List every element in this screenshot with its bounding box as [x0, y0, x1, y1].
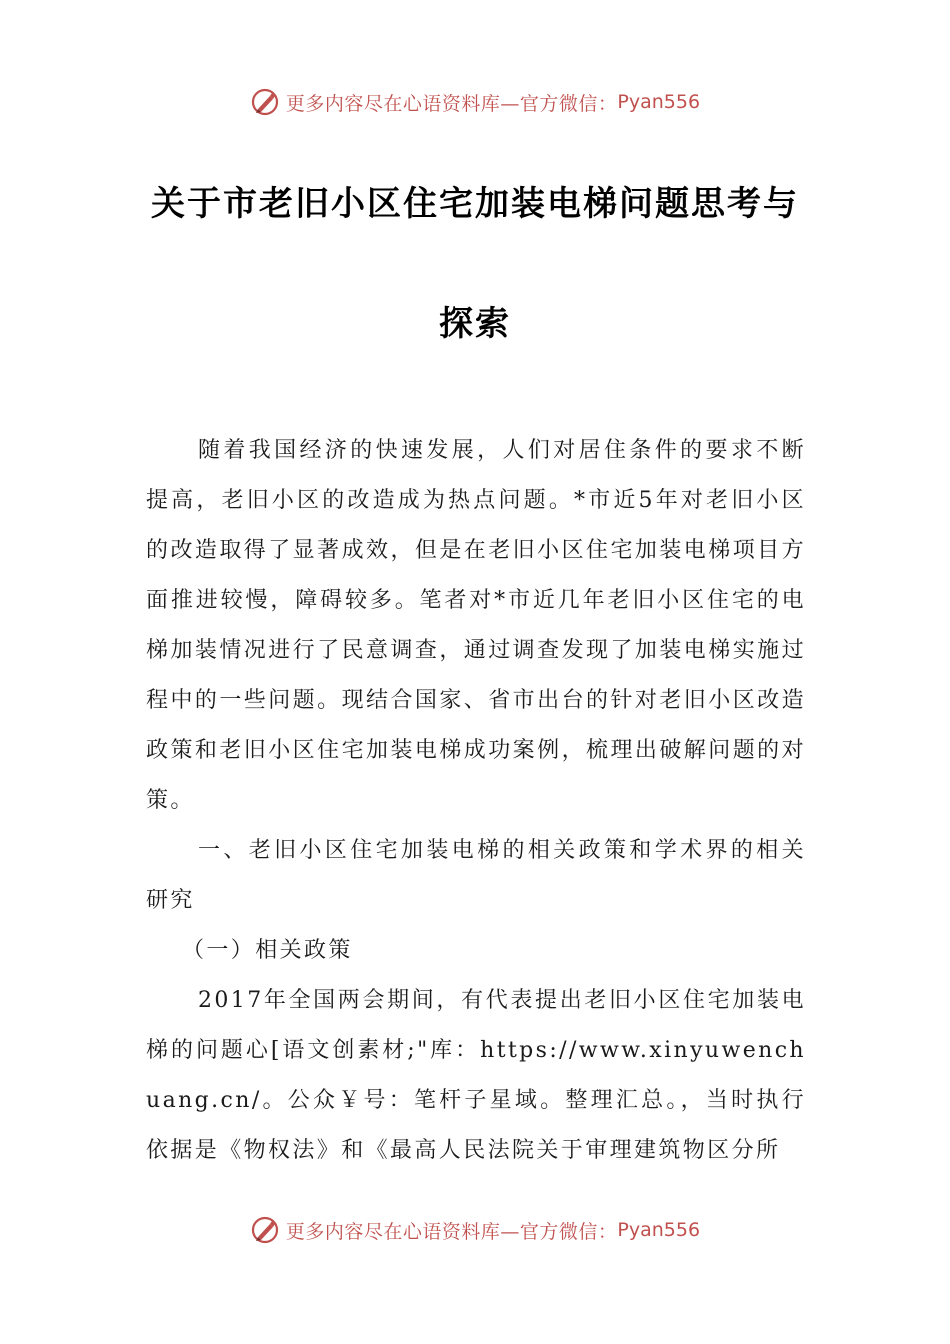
header-banner	[0, 82, 950, 122]
pen-logo-icon	[250, 87, 280, 117]
banner-text: 更多内容尽在心语资料库—官方微信：	[285, 1220, 618, 1243]
document-body	[146, 426, 806, 1176]
banner-text: 更多内容尽在心语资料库—官方微信：	[285, 92, 618, 115]
document-title-line-2: 探索	[439, 304, 511, 344]
section-heading-1: 一、老旧小区住宅加装电梯的相关政策和学术界的相关研究	[146, 838, 806, 913]
paragraph-intro: 随着我国经济的快速发展，人们对居住条件的要求不断提高，老旧小区的改造成为热点问题。*市近5年对老旧小区的改造取得了显著成效，但是在老旧小区住宅加装电梯项目方面推进较慢，障碍较多。笔者对*市近几年老旧小区住宅的电梯加装情况进行了民意调查，通过调查发现了加装电梯实施过程中的一些问题。现结合国家、省市出台的针对老旧小区改造政策和老旧小区住宅加装电梯成功案例，梳理出破解问题的对策。	[146, 438, 806, 813]
document-title-line-1: 关于市老旧小区住宅加装电梯问题思考与	[151, 184, 799, 224]
paragraph-policy: 2017年全国两会期间，有代表提出老旧小区住宅加装电梯的问题心[语文创素材;"库：https://www.xinyuwenchuang.cn/。公众￥号：笔杆子星域。整理汇总。，当时执行依据是《物权法》和《最高人民法院关于审理建筑物区分所	[146, 988, 806, 1163]
subsection-heading-1: （一）相关政策	[182, 938, 353, 963]
banner-wechat-id: Pyan556	[617, 1219, 701, 1241]
pen-logo-icon	[250, 1215, 280, 1245]
footer-banner	[0, 1210, 950, 1250]
banner-wechat-id: Pyan556	[617, 91, 701, 113]
